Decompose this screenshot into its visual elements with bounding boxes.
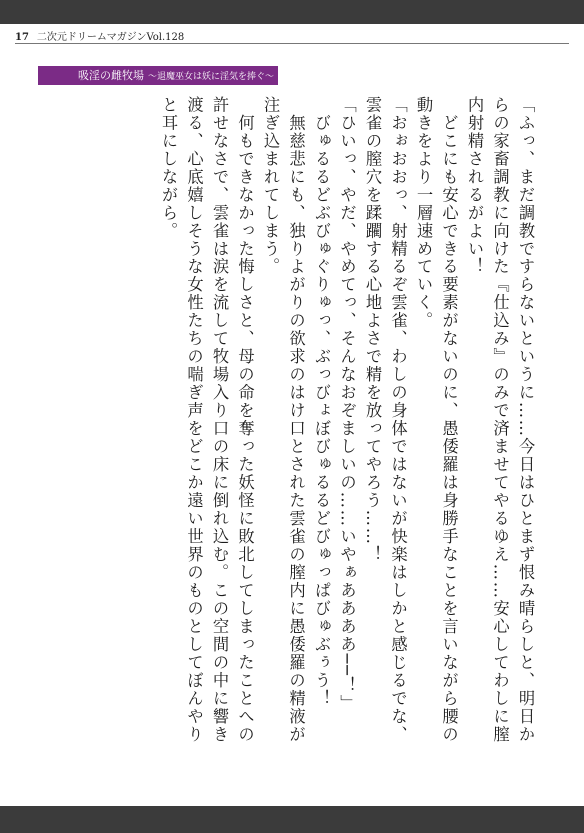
story-title-banner bbox=[38, 66, 278, 85]
vertical-body-text bbox=[68, 96, 538, 756]
viewer-top-bar bbox=[0, 0, 584, 24]
header-rule bbox=[15, 43, 569, 44]
paragraph: 無慈悲にも、独りよがりの欲求のはけ口とされた雲雀の膣内に愚倭羅の精液が注ぎ込まれてしまう。 bbox=[261, 96, 306, 744]
paragraph: 何もできなかった悔しさと、母の命を奪った妖怪に敗北してしまったことへの許せなさで、雲雀は涙を流して牧場入り口の床に倒れ込む。この空間の中に響き渡る、心底嬉しそうな女性たちの喘ぎ声をどこか遠い世界のものとしてぼんやりと耳にしながら。 bbox=[159, 96, 255, 744]
paragraph: 「おぉおおっ、射精るぞ雲雀、わしの身体ではないが快楽はしかと感じるでな、雲雀の膣穴を蹂躙する心地よさで精を放ってやろう……！ bbox=[363, 96, 408, 744]
paragraph: びゅるるどぶびゅぐりゅっ、ぶっびょぼびゅるるどびゅっぱびゅぶぅう！ bbox=[312, 96, 331, 708]
story-subtitle: ～退魔巫女は妖に淫気を捧ぐ～ bbox=[148, 72, 275, 82]
running-header bbox=[15, 28, 184, 43]
page-number: 17 bbox=[15, 32, 29, 43]
paragraph: どこにも安心できる要素がないのに、愚倭羅は身勝手なことを言いながら腰の動きをより一層速めていく。 bbox=[414, 96, 459, 744]
story-title: 吸淫の雌牧場 bbox=[78, 69, 144, 82]
paragraph: 「ふっ、まだ調教ですらないというに……今日はひとまず恨み晴らしと、明日からの家畜調教に向けた『仕込み』のみで済ませてやるゆえ……安心してわしに膣内射精されるがよい！ bbox=[465, 96, 535, 744]
paragraph: 「ひいっ、やだ、やめてっ、そんなおぞましいの……いやぁああああ──！」 bbox=[337, 96, 357, 713]
magazine-title: 二次元ドリームマガジンVol.128 bbox=[36, 32, 185, 43]
document-page bbox=[0, 24, 584, 806]
viewer-bottom-bar bbox=[0, 806, 584, 833]
